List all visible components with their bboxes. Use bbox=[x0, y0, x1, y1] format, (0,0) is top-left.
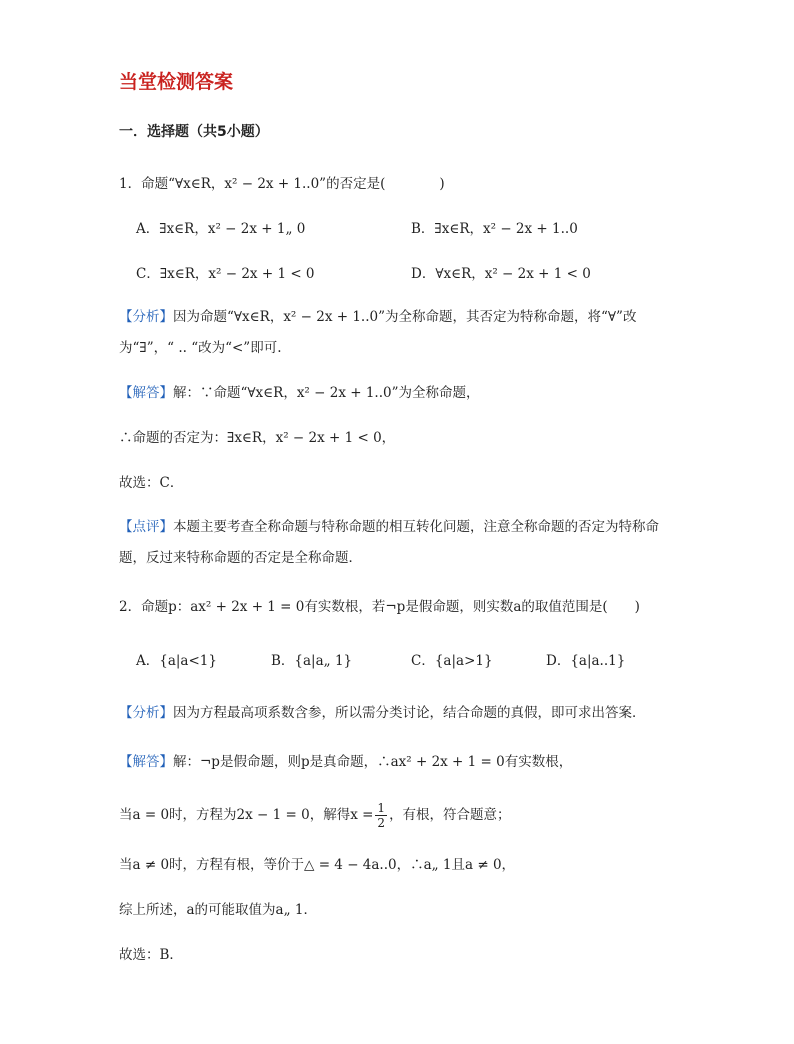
q2-analysis-text-1: 因为方程最高项系数含参，所以需分类讨论，结合命题的真假，即可求出答案． bbox=[173, 705, 646, 721]
q1-option-a: A．∃x∈R，x² − 2x + 1„ 0 bbox=[136, 221, 306, 237]
comment-tag: 【点评】 bbox=[119, 519, 173, 535]
q1-analysis-text-1: 因为命题“∀x∈R，x² − 2x + 1..0”为全称命题，其否定为特称命题，将“∀”改 bbox=[173, 309, 637, 325]
analysis-tag: 【分析】 bbox=[119, 705, 173, 721]
q2-option-c: C．{a|a>1} bbox=[411, 653, 493, 669]
q2-option-b: B．{a|a„ 1} bbox=[271, 653, 353, 669]
q2-answer-text-1: 解：¬p是假命题，则p是真命题，∴ax² + 2x + 1 = 0有实数根， bbox=[173, 754, 573, 770]
analysis-tag: 【分析】 bbox=[119, 309, 173, 325]
q2-answer-line-2 bbox=[119, 797, 511, 833]
q1-analysis-text-2: 为“∃”，“ .. “改为“<”即可. bbox=[119, 340, 282, 356]
q2-answer-text-2-post: ，有根，符合题意； bbox=[389, 807, 511, 823]
q1-answer-text-3: 故选：C． bbox=[119, 475, 184, 491]
q2-option-d: D．{a|a..1} bbox=[546, 653, 626, 669]
fraction-numerator: 1 bbox=[377, 801, 386, 815]
q1-stem: 1．命题“∀x∈R，x² − 2x + 1..0”的否定是( ) bbox=[119, 176, 445, 192]
q1-comment-text-2: 题，反过来特称命题的否定是全称命题． bbox=[119, 550, 362, 566]
q2-answer bbox=[119, 752, 572, 772]
q2-answer-text-2-pre: 当a = 0时，方程为2x − 1 = 0，解得x = bbox=[119, 807, 374, 823]
q2-analysis bbox=[119, 703, 646, 723]
q2-stem: 2．命题p：ax² + 2x + 1 = 0有实数根，若¬p是假命题，则实数a的取值范围是( ) bbox=[119, 599, 640, 615]
q1-comment bbox=[119, 517, 659, 537]
q1-analysis bbox=[119, 307, 636, 327]
page-title: 当堂检测答案 bbox=[119, 71, 234, 93]
q2-answer-text-5: 故选：B． bbox=[119, 947, 183, 963]
q1-option-c: C．∃x∈R，x² − 2x + 1 < 0 bbox=[136, 266, 315, 282]
fraction-denominator: 2 bbox=[377, 816, 386, 830]
q2-answer-text-3: 当a ≠ 0时，方程有根，等价于△ = 4 − 4a..0，∴a„ 1且a ≠ 0， bbox=[119, 857, 516, 873]
section-heading: 一．选择题（共5小题） bbox=[119, 124, 269, 140]
fraction bbox=[375, 801, 387, 830]
q1-answer-text-1: 解：∵命题“∀x∈R，x² − 2x + 1..0”为全称命题， bbox=[173, 385, 480, 401]
q1-comment-text-1: 本题主要考查全称命题与特称命题的相互转化问题，注意全称命题的否定为特称命 bbox=[173, 519, 659, 535]
q2-answer-text-4: 综上所述，a的可能取值为a„ 1． bbox=[119, 902, 317, 918]
q1-option-d: D．∀x∈R，x² − 2x + 1 < 0 bbox=[411, 266, 591, 282]
answer-tag: 【解答】 bbox=[119, 385, 173, 401]
q1-answer-text-2: ∴命题的否定为：∃x∈R，x² − 2x + 1 < 0， bbox=[119, 430, 396, 446]
q1-answer bbox=[119, 383, 480, 403]
q1-option-b: B．∃x∈R，x² − 2x + 1..0 bbox=[411, 221, 578, 237]
answer-tag: 【解答】 bbox=[119, 754, 173, 770]
q2-option-a: A．{a|a<1} bbox=[136, 653, 217, 669]
